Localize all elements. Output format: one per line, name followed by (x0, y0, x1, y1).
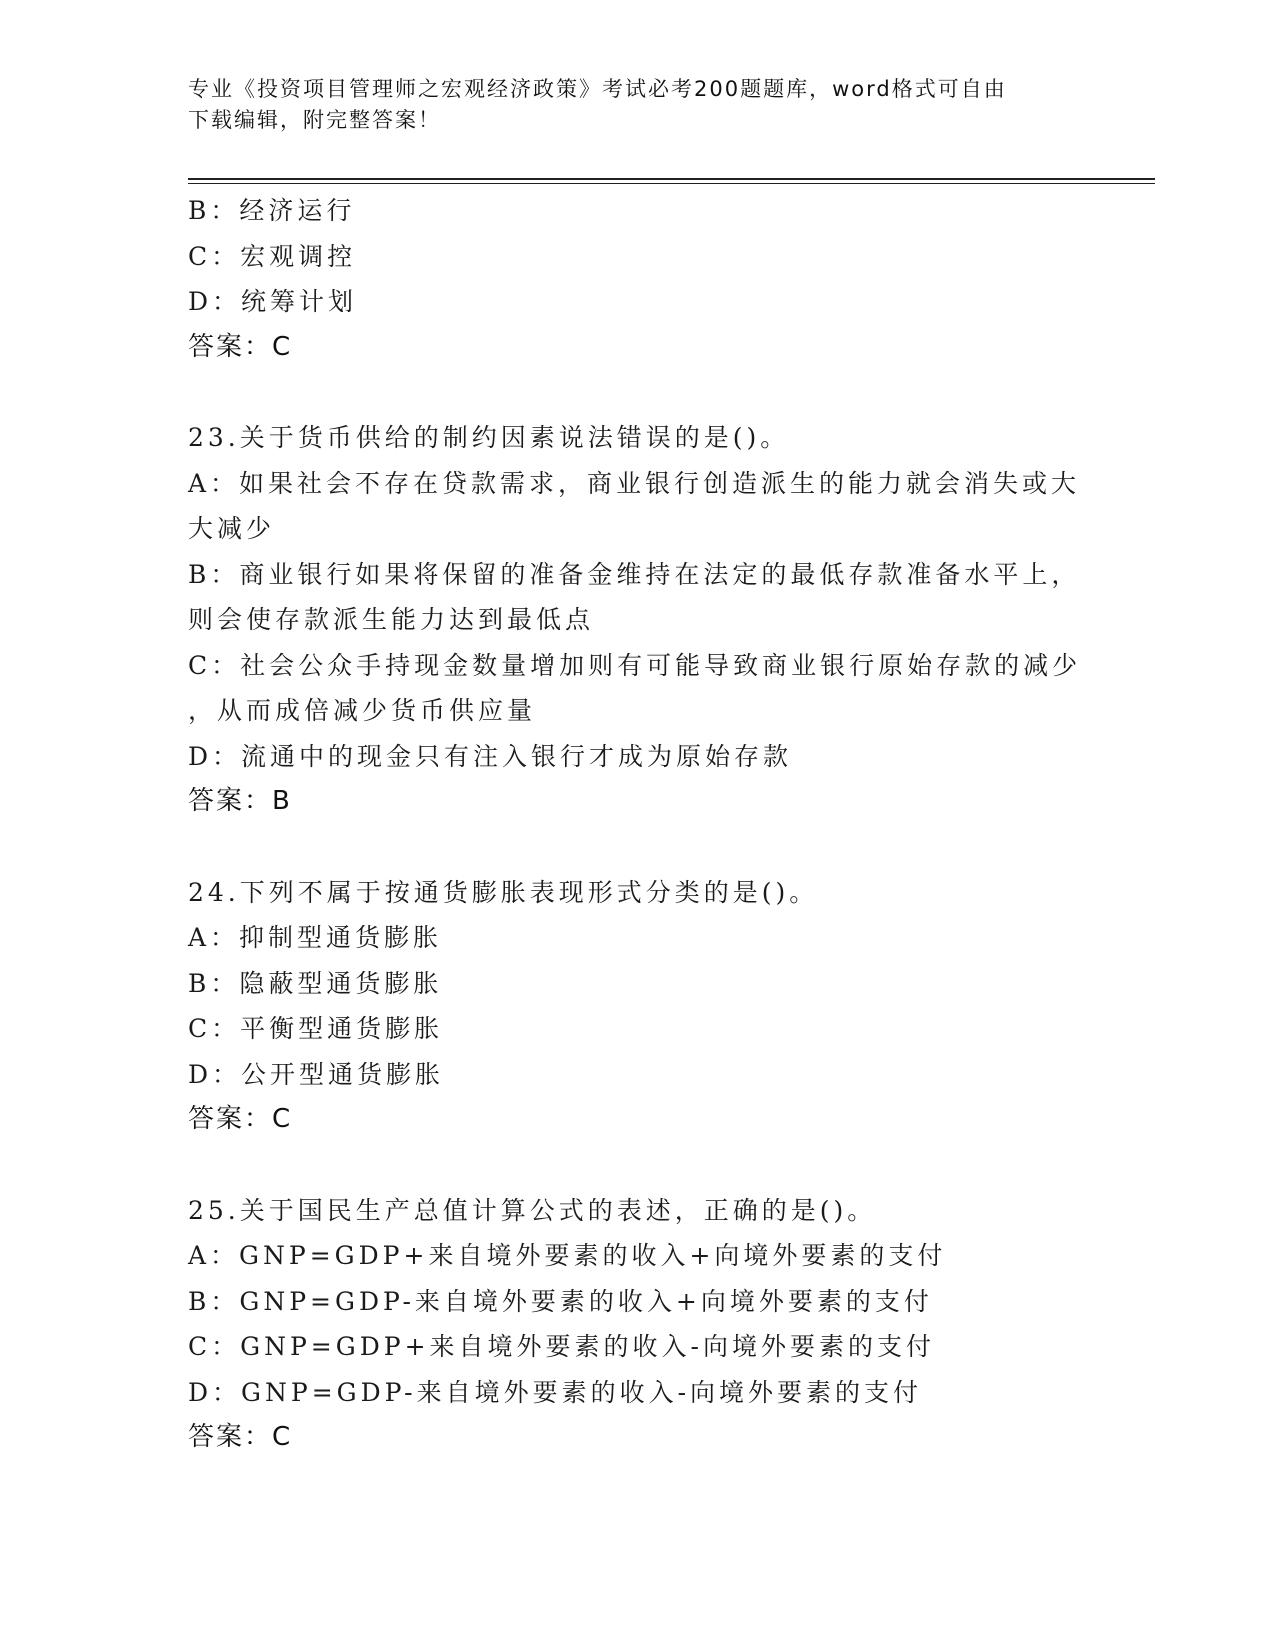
answer-line: 答案：C (188, 1422, 293, 1452)
option-c: C：平衡型通货膨胀 (188, 1014, 444, 1043)
answer-line: 答案：C (188, 331, 293, 362)
question-text: 23.关于货币供给的制约因素说法错误的是()。 (188, 423, 790, 452)
option-c: C：宏观调控 (188, 241, 357, 271)
option-b: B：隐蔽型通货膨胀 (188, 968, 443, 998)
option-c: C：社会公众手持现金数量增加则有可能导致商业银行原始存款的减少 (188, 650, 1082, 680)
option-b: B：GNP=GDP-来自境外要素的收入+向境外要素的支付 (188, 1286, 933, 1316)
question-block-23 (188, 415, 1088, 825)
question-text: 24.下列不属于按通货膨胀表现形式分类的是()。 (188, 877, 819, 907)
header-line-2: 下载编辑，附完整答案！ (188, 108, 441, 132)
question-block-22 (188, 188, 1088, 370)
option-a-continued: 大减少 (188, 514, 276, 543)
question-list (188, 188, 1088, 1461)
option-b-continued: 则会使存款派生能力达到最低点 (188, 605, 595, 634)
option-d: D：统筹计划 (188, 287, 358, 316)
question-block-24 (188, 870, 1088, 1143)
option-d: D：公开型通货膨胀 (188, 1059, 445, 1089)
option-a: A：如果社会不存在贷款需求，商业银行创造派生的能力就会消失或大 (188, 468, 1081, 498)
option-c: C：GNP=GDP+来自境外要素的收入-向境外要素的支付 (188, 1332, 935, 1361)
option-d: D：流通中的现金只有注入银行才成为原始存款 (188, 741, 793, 771)
option-d: D：GNP=GDP-来自境外要素的收入-向境外要素的支付 (188, 1377, 923, 1407)
option-a: A：抑制型通货膨胀 (188, 923, 443, 952)
document-header (188, 74, 1088, 136)
header-divider-thin (188, 183, 1155, 184)
question-block-25 (188, 1188, 1088, 1461)
answer-line: 答案：B (188, 786, 292, 816)
header-divider-thick (188, 178, 1155, 180)
option-b: B：商业银行如果将保留的准备金维持在法定的最低存款准备水平上， (188, 559, 1081, 589)
option-c-continued: ，从而成倍减少货币供应量 (188, 696, 537, 725)
option-b: B：经济运行 (188, 196, 356, 225)
option-a: A：GNP=GDP+来自境外要素的收入+向境外要素的支付 (188, 1241, 947, 1270)
header-line-1: 专业《投资项目管理师之宏观经济政策》考试必考200题题库，word格式可自由 (188, 77, 1007, 101)
question-text: 25.关于国民生产总值计算公式的表述，正确的是()。 (188, 1195, 877, 1225)
answer-line: 答案：C (188, 1104, 293, 1134)
